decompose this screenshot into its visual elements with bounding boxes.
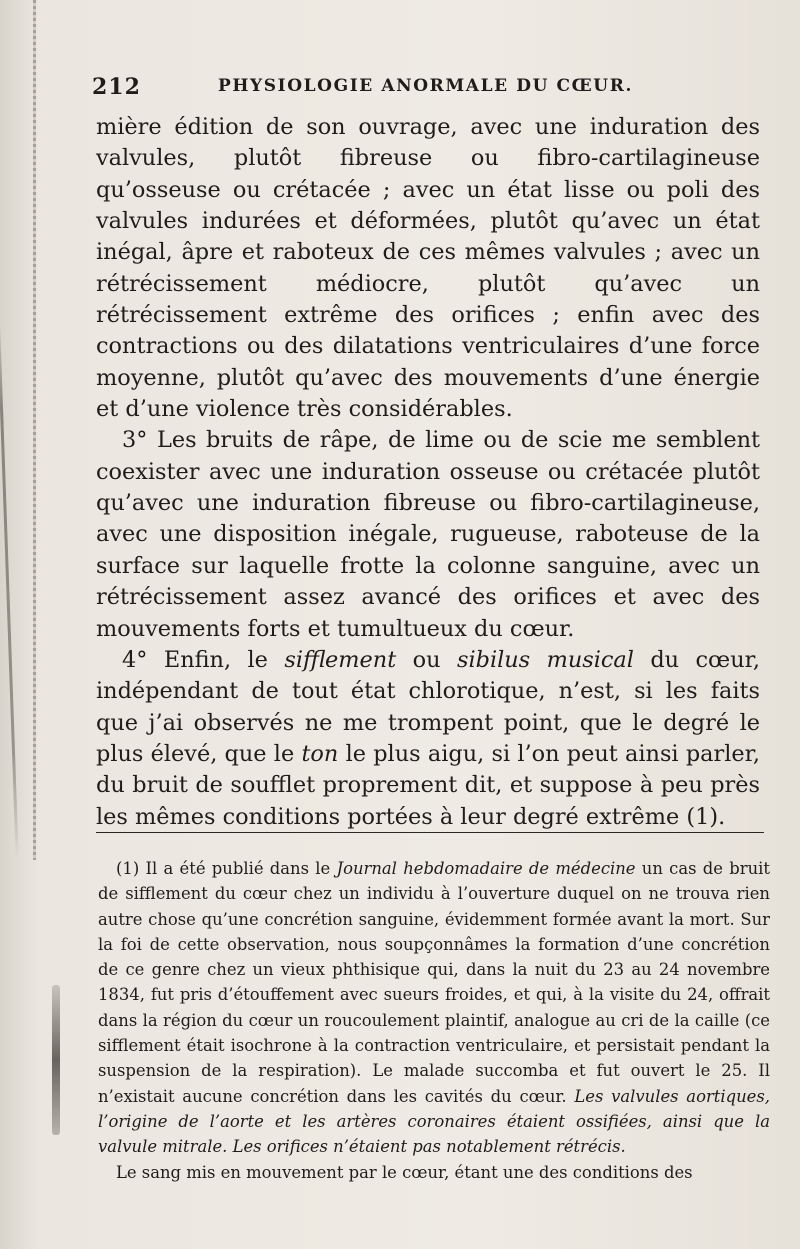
italic-term-sifflement: sifflement bbox=[284, 646, 397, 673]
text-run: (1) Il a été publié dans le bbox=[116, 859, 337, 878]
footnote-divider bbox=[96, 832, 764, 833]
text-run: 4° Enfin, le bbox=[122, 646, 285, 673]
text-run: du cœur, indépendant de tout état chlorotique, n’est, si les faits que j’ai observés ne me trompent point, que le degré le plus élevé, que le bbox=[96, 646, 760, 767]
paragraph-1: mière édition de son ouvrage, avec une induration des valvules, plutôt fibreuse ou fibro-cartilagineuse qu’osseuse ou crétacée ; avec un état lisse ou poli des valvules indurées et déformées, plutôt qu’avec un état inégal, âpre et raboteux de ces mêmes valvules ; avec un rétrécissement médiocre, plutôt qu’avec un rétrécissement extrême des orifices ; enfin avec des contractions ou des dilatations ventriculaires d’une force moyenne, plutôt qu’avec des mouvements d’une énergie et d’une violence très considérables. bbox=[96, 114, 760, 423]
binding-edge bbox=[33, 0, 36, 860]
italic-term-ton: ton bbox=[301, 740, 339, 767]
journal-title: Journal hebdomadaire de médecine bbox=[336, 859, 636, 878]
paragraph-2: 3° Les bruits de râpe, de lime ou de scie me semblent coexister avec une induration osseuse ou crétacée plutôt qu’avec une induration fibreuse ou fibro-cartilagineuse, avec une disposition inégale, rugueuse, raboteuse de la surface sur laquelle frotte la colonne sanguine, avec un rétrécissement assez avancé des orifices et avec des mouvements forts et tumultueux du cœur. bbox=[96, 427, 760, 642]
footnote-continuation: Le sang mis en mouvement par le cœur, étant une des conditions des bbox=[116, 1162, 693, 1182]
text-run: ou bbox=[396, 646, 457, 673]
text-run: un cas de bruit de sifflement du cœur chez un individu à l’ouverture duquel on ne trouva rien autre chose qu’une concrétion sanguine, évidemment formée avant la mort. Sur la foi de cette observation, nous soupçonnâmes la formation d’une concrétion de ce genre chez un vieux phthisique qui, dans la nuit du 23 au 24 novembre 1834, fut pris d’étouffement avec sueurs froides, et qui, à la visite du 24, offrait dans la région du cœur un roucoulement plaintif, analogue au cri de la caille (ce sifflement était isochrone à la contraction ventriculaire, et persistait pendant la suspension de la respiration). Le malade succomba et fut ouvert le 25. Il n’existait aucune concrétion dans les cavités du cœur. bbox=[98, 859, 770, 1106]
main-text bbox=[96, 112, 760, 833]
footnote-1 bbox=[98, 856, 770, 1160]
running-title: PHYSIOLOGIE ANORMALE DU CŒUR. bbox=[218, 76, 633, 96]
page-header bbox=[92, 74, 752, 104]
text-run: le plus aigu, si l’on peut ainsi parler, du bruit de soufflet proprement dit, et suppose à peu près les mêmes conditions portées à leur degré extrême (1). bbox=[96, 740, 760, 830]
footnote-block bbox=[98, 856, 770, 1185]
pencil-margin-mark-lower bbox=[52, 985, 60, 1135]
italic-quote: Les valvules aortiques, l’origine de l’aorte et les artères coronaires étaient ossifiées, ainsi que la valvule mitrale. Les orifices n’étaient pas notablement rétrécis. bbox=[98, 1086, 770, 1157]
paragraph-3 bbox=[96, 645, 760, 833]
page-number: 212 bbox=[92, 74, 141, 100]
italic-term-sibilus: sibilus musical bbox=[456, 646, 634, 673]
